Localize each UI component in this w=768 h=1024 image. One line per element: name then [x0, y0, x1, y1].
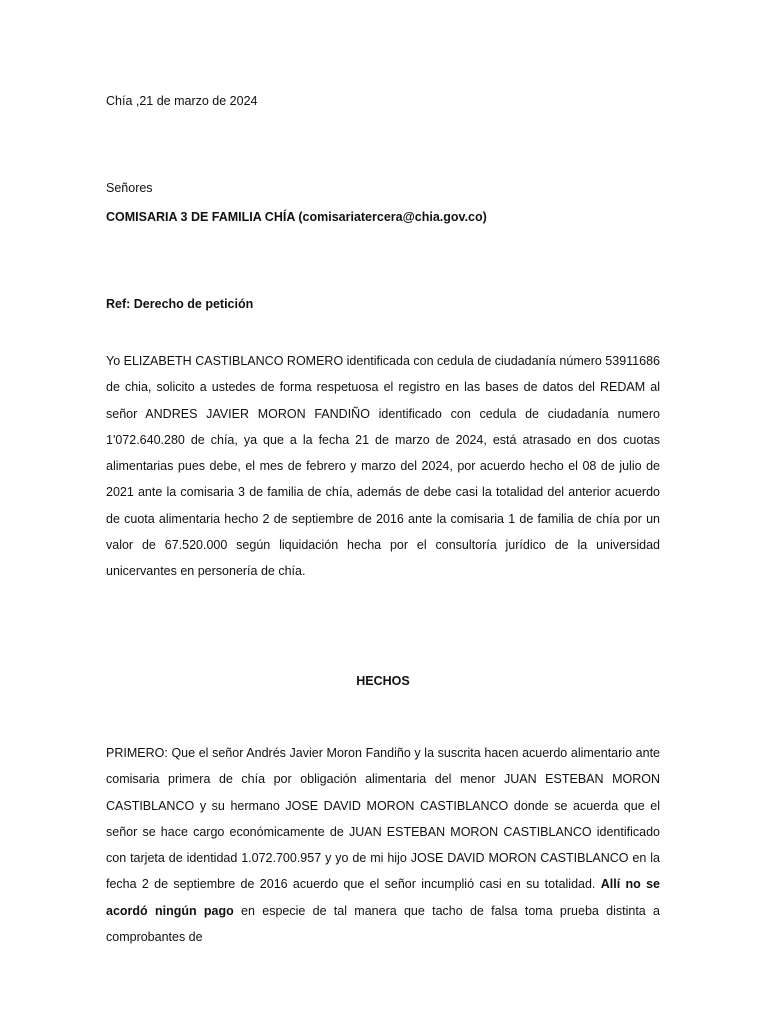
salutation: Señores: [106, 181, 153, 195]
date-line: Chía ,21 de marzo de 2024: [106, 94, 258, 108]
reference-line: Ref: Derecho de petición: [106, 297, 254, 311]
primero-text-before: PRIMERO: Que el señor Andrés Javier Moron Fandiño y la suscrita hacen acuerdo alimentario ante comisaria primera de chía por obligación alimentaria del menor JUAN ESTEBAN MORON CASTIBLANCO y su hermano JOSE DAVID MORON CASTIBLANCO donde se acuerda que el señor se hace cargo económicamente de JUAN ESTEBAN MORON CASTIBLANCO identificado con tarjeta de identidad 1.072.700.957 y yo de mi hijo JOSE DAVID MORON CASTIBLANCO en la fecha 2 de septiembre de 2016 acuerdo que el señor incumplió casi en su totalidad.: [106, 746, 660, 892]
recipient-entity: COMISARIA 3 DE FAMILIA CHÍA (comisariatercera@chia.gov.co): [106, 210, 487, 224]
section-heading-hechos: HECHOS: [356, 674, 410, 688]
primero-paragraph: [106, 740, 660, 950]
primero-text-bold: Allí no se acordó ningún pago: [106, 877, 661, 918]
primero-text-after: en especie de tal manera que tacho de falsa toma prueba distinta a comprobantes de: [106, 903, 660, 945]
petition-paragraph: Yo ELIZABETH CASTIBLANCO ROMERO identificada con cedula de ciudadanía número 53911686 de chia, solicito a ustedes de forma respetuosa el registro en las bases de datos del REDAM al señor ANDRES JAVIER MORON FANDIÑO identificado con cedula de ciudadanía numero 1'072.640.280 de chía, ya que a la fecha 21 de marzo de 2024, está atrasado en dos cuotas alimentarias pues debe, el mes de febrero y marzo del 2024, por acuerdo hecho el 08 de julio de 2021 ante la comisaria 3 de familia de chía, además de debe casi la totalidad del anterior acuerdo de cuota alimentaria hecho 2 de septiembre de 2016 ante la comisaria 1 de familia de chía por un valor de 67.520.000 según liquidación hecha por el consultoría jurídico de la universidad unicervantes en personería de chía.: [106, 354, 660, 579]
